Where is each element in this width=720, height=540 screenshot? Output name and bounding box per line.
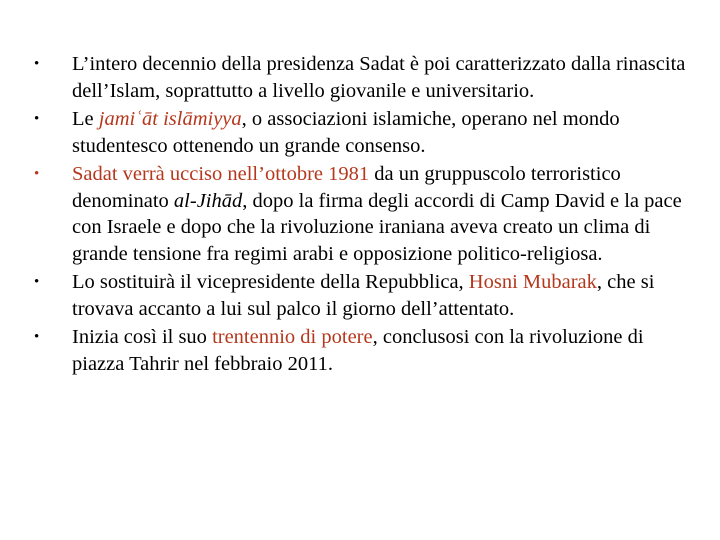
bullet-3-highlight: Sadat verrà ucciso nell’ottobre 1981 (72, 163, 370, 185)
bullet-4-text-a: Lo sostituirà il vicepresidente della Repubblica, (72, 271, 469, 293)
bullet-list (34, 51, 694, 379)
bullet-2-text-b: , o associazioni islamiche, operano nel mondo studentesco ottenendo un grande consenso. (72, 108, 620, 157)
bullet-5-text-a: Inizia così il suo (72, 326, 213, 348)
bullet-4-highlight: Hosni Mubarak (468, 271, 597, 293)
bullet-2-italic-term: jamiʿāt islāmiyya (98, 108, 242, 130)
bullet-3-italic-term: al-Jihād (173, 189, 243, 212)
bullet-dot: • (34, 166, 40, 182)
bullet-item-1 (34, 51, 694, 104)
bullet-3-text-a: da un gruppuscolo terroristico denominato (72, 163, 621, 212)
bullet-1-text: L’intero decennio della presidenza Sadat è poi caratterizzato dalla rinascita dell’Islam, soprattutto a livello giovanile e universitario. (72, 53, 686, 102)
bullet-3-text-b: , dopo la firma degli accordi di Camp David e la pace con Israele e dopo che la rivoluzione iraniana aveva creato un clima di grande tensione fra regimi arabi e opposizione politico-religiosa. (72, 189, 682, 265)
bullet-2-text-a: Le (72, 108, 99, 130)
bullet-item-2 (34, 106, 694, 159)
bullet-dot: • (34, 329, 40, 345)
bullet-4-text-b: , che si trovava accanto a lui sul palco il giorno dell’attentato. (72, 271, 655, 320)
bullet-item-4 (34, 269, 694, 322)
bullet-5-text-b: , conclusosi con la rivoluzione di piazza Tahrir nel febbraio 2011. (72, 326, 644, 375)
bullet-item-5 (34, 324, 694, 377)
bullet-5-highlight: trentennio di potere (212, 326, 373, 348)
bullet-item-3 (34, 161, 694, 267)
bullet-dot: • (34, 111, 40, 127)
bullet-dot: • (34, 274, 40, 290)
bullet-dot: • (34, 56, 40, 72)
